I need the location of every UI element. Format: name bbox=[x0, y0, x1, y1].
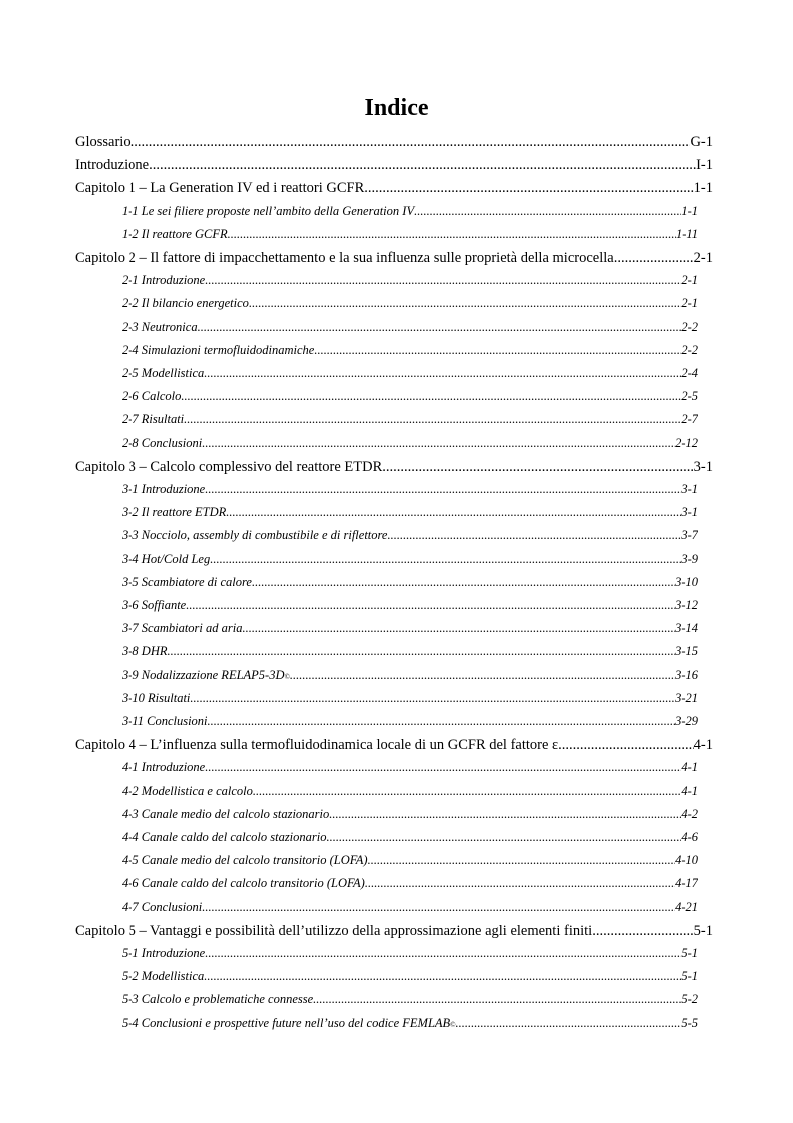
dot-leader bbox=[290, 667, 675, 683]
toc-page-number: 5-2 bbox=[681, 992, 698, 1007]
toc-section-entry: 3-9 Nodalizzazione RELAP5-3D © ..... 3-16 bbox=[122, 667, 698, 683]
toc-entry-title: 3-11 Conclusioni bbox=[122, 714, 208, 728]
toc-section-entry bbox=[122, 806, 698, 822]
dot-leader bbox=[184, 411, 681, 427]
dot-leader bbox=[204, 968, 681, 984]
toc-chapter-entry bbox=[75, 133, 713, 151]
toc-page-number: 3-9 bbox=[681, 551, 698, 566]
toc-section-entry bbox=[122, 481, 698, 497]
toc-entry-title: 2-8 Conclusioni bbox=[122, 435, 203, 450]
toc-page-number: 3-15 bbox=[675, 644, 698, 659]
toc-page-number: 4-6 bbox=[681, 830, 698, 844]
toc-section-entry bbox=[122, 295, 698, 311]
dot-leader bbox=[167, 643, 675, 659]
toc-entry-title: 2-4 Simulazioni termofluidodinamiche bbox=[122, 342, 315, 357]
toc-section-entry bbox=[122, 203, 698, 219]
toc-entry-title: 3-10 Risultati bbox=[122, 690, 191, 705]
toc-section-entry bbox=[122, 411, 698, 427]
dot-leader bbox=[190, 690, 675, 706]
toc-page-number: 3-1 bbox=[681, 505, 698, 520]
toc-page-number: 4-1 bbox=[693, 737, 713, 754]
toc-entry-title: Capitolo 2 – Il fattore di impacchettamento e la sua influenza sulle proprietà della microcella bbox=[75, 250, 614, 266]
toc-page-number: 3-14 bbox=[675, 621, 698, 636]
toc-section-entry bbox=[122, 551, 698, 567]
dot-leader bbox=[226, 504, 681, 520]
toc-page-number: 2-12 bbox=[675, 435, 698, 450]
toc-section-entry bbox=[122, 829, 698, 845]
toc-entry-title: 2-1 Introduzione bbox=[122, 273, 206, 288]
toc-page-number: 3-7 bbox=[681, 528, 698, 543]
dot-leader bbox=[210, 551, 681, 567]
dot-leader bbox=[181, 388, 681, 404]
dot-leader bbox=[558, 736, 694, 754]
toc-section-entry bbox=[122, 968, 698, 984]
dot-leader bbox=[382, 458, 693, 476]
toc-entry-title: 3-5 Scambiatore di calore bbox=[122, 574, 252, 589]
toc-section-entry bbox=[122, 319, 698, 335]
toc-entry-title: 5-4 Conclusioni e prospettive future nell’uso del codice FEMLAB bbox=[122, 1015, 451, 1030]
dot-leader bbox=[198, 319, 682, 335]
toc-section-entry bbox=[122, 783, 698, 799]
toc-entry-title: 4-3 Canale medio del calcolo stazionario bbox=[122, 806, 330, 821]
dot-leader bbox=[202, 435, 675, 451]
toc-page-number: 1-11 bbox=[676, 226, 698, 241]
toc-page-number: 2-4 bbox=[681, 366, 698, 380]
dot-leader bbox=[327, 829, 682, 845]
toc-entry-title: Capitolo 5 – Vantaggi e possibilità dell’utilizzo della approssimazione agli elementi finiti bbox=[75, 922, 593, 939]
dot-leader bbox=[314, 342, 681, 358]
toc-chapter-entry bbox=[75, 156, 713, 174]
dot-leader bbox=[368, 852, 675, 868]
toc-section-entry bbox=[122, 597, 698, 613]
dot-leader bbox=[205, 945, 681, 961]
toc-entry-title: 4-2 Modellistica e calcolo bbox=[122, 783, 253, 798]
toc-chapter-entry bbox=[75, 736, 713, 754]
toc-page-number: 2-7 bbox=[681, 412, 698, 427]
dot-leader bbox=[414, 203, 681, 219]
toc-page-number: 4-1 bbox=[681, 783, 698, 798]
toc-entry-title: 3-8 DHR bbox=[122, 644, 168, 659]
toc-entry-title: Capitolo 4 – L’influenza sulla termofluidodinamica locale di un GCFR del fattore ε bbox=[75, 737, 559, 754]
dot-leader bbox=[242, 620, 675, 636]
toc-entry-title: 3-6 Soffiante bbox=[122, 598, 187, 612]
toc-entry-title: 3-7 Scambiatori ad aria bbox=[122, 621, 243, 636]
toc-entry-title: 4-6 Canale caldo del calcolo transitorio (LOFA) bbox=[122, 876, 365, 891]
toc-page-number: 2-1 bbox=[693, 250, 713, 266]
dot-leader bbox=[249, 295, 681, 311]
toc-page-number: 4-21 bbox=[675, 899, 698, 914]
dot-leader bbox=[205, 759, 681, 775]
toc-page-number: 5-1 bbox=[681, 969, 698, 984]
toc-entry-title: 5-3 Calcolo e problematiche connesse bbox=[122, 992, 314, 1007]
toc-chapter-entry bbox=[75, 922, 713, 940]
dot-leader bbox=[614, 249, 694, 267]
toc-entry-title: 2-3 Neutronica bbox=[122, 319, 198, 334]
toc-entry-title: 4-5 Canale medio del calcolo transitorio (LOFA) bbox=[122, 853, 368, 868]
toc-section-entry: 5-4 Conclusioni e prospettive future nell’uso del codice FEMLAB © ..... 5-5 bbox=[122, 1015, 698, 1031]
toc-page-number: 5-1 bbox=[681, 946, 698, 960]
toc-section-entry bbox=[122, 435, 698, 451]
toc-section-entry bbox=[122, 620, 698, 636]
toc-entry-title: 3-2 Il reattore ETDR bbox=[122, 505, 227, 520]
dot-leader bbox=[202, 899, 675, 915]
toc-section-entry bbox=[122, 899, 698, 915]
toc-entry-title: Capitolo 3 – Calcolo complessivo del reattore ETDR bbox=[75, 458, 383, 475]
toc-page-number: 2-2 bbox=[681, 319, 698, 334]
toc-entry-title: 4-4 Canale caldo del calcolo stazionario bbox=[122, 830, 327, 844]
toc-page-number: 3-29 bbox=[675, 714, 698, 728]
toc-section-entry bbox=[122, 574, 698, 590]
dot-leader bbox=[149, 156, 696, 174]
toc-page-number: 2-1 bbox=[681, 273, 698, 288]
toc-entry-title: 3-9 Nodalizzazione RELAP5-3D bbox=[122, 667, 285, 682]
dot-leader bbox=[387, 527, 681, 543]
toc-page-number: 2-1 bbox=[681, 296, 698, 311]
toc-entry-title: Capitolo 1 – La Generation IV ed i reattori GCFR bbox=[75, 180, 365, 197]
toc-entry-title: 5-2 Modellistica bbox=[122, 969, 205, 984]
dot-leader bbox=[205, 272, 681, 288]
toc-section-entry bbox=[122, 527, 698, 543]
toc-section-entry bbox=[122, 759, 698, 775]
toc-section-entry bbox=[122, 272, 698, 288]
dot-leader bbox=[329, 806, 681, 822]
toc-chapter-entry bbox=[75, 249, 713, 267]
toc-chapter-entry bbox=[75, 458, 713, 476]
toc-page-number: 3-21 bbox=[675, 690, 698, 705]
toc-entry-title: 2-5 Modellistica bbox=[122, 366, 205, 380]
dot-leader bbox=[186, 597, 675, 613]
dot-leader bbox=[364, 179, 693, 197]
toc-page-number: 2-5 bbox=[681, 389, 698, 404]
toc-page-number: I-1 bbox=[696, 157, 713, 174]
toc-page-number: 4-2 bbox=[681, 806, 698, 821]
dot-leader bbox=[208, 713, 676, 729]
toc-entry-title: 2-7 Risultati bbox=[122, 412, 185, 427]
toc-page-number: 5-5 bbox=[681, 1015, 698, 1030]
dot-leader bbox=[592, 922, 693, 940]
dot-leader bbox=[253, 783, 681, 799]
toc-section-entry bbox=[122, 643, 698, 659]
toc-page-number: G-1 bbox=[690, 134, 713, 150]
toc-page-number: 4-17 bbox=[675, 876, 698, 891]
toc-entry-title: 2-6 Calcolo bbox=[122, 389, 182, 404]
toc-page-number: 2-2 bbox=[681, 342, 698, 357]
toc-entry-title: 2-2 Il bilancio energetico bbox=[122, 296, 249, 311]
toc-section-entry bbox=[122, 690, 698, 706]
toc-section-entry bbox=[122, 991, 698, 1007]
toc-entry-title: 5-1 Introduzione bbox=[122, 946, 206, 960]
toc-section-entry bbox=[122, 852, 698, 868]
dot-leader bbox=[228, 226, 676, 242]
toc-entry-title: 1-1 Le sei filiere proposte nell’ambito della Generation IV bbox=[122, 203, 415, 218]
toc-entry-title: 3-1 Introduzione bbox=[122, 482, 206, 496]
toc-page-number: 5-1 bbox=[693, 922, 713, 939]
toc-section-entry bbox=[122, 342, 698, 358]
toc-page-number: 3-1 bbox=[693, 458, 713, 475]
toc-page-number: 3-1 bbox=[681, 482, 698, 496]
toc-page-number: 3-10 bbox=[675, 574, 698, 589]
toc-chapter-entry bbox=[75, 179, 713, 197]
dot-leader bbox=[131, 133, 691, 151]
toc-section-entry bbox=[122, 388, 698, 404]
toc-section-entry bbox=[122, 713, 698, 729]
toc-page-number: 1-1 bbox=[693, 180, 713, 197]
dot-leader bbox=[205, 481, 681, 497]
toc-entry-title: Glossario bbox=[75, 134, 131, 150]
toc-entry-title: 3-3 Nocciolo, assembly di combustibile e di riflettore bbox=[122, 528, 388, 543]
page-title: Indice bbox=[364, 95, 429, 121]
toc-page-number: 4-10 bbox=[675, 853, 698, 868]
toc-section-entry bbox=[122, 504, 698, 520]
toc-entry-title: 3-4 Hot/Cold Leg bbox=[122, 551, 211, 566]
toc-section-entry bbox=[122, 226, 698, 242]
dot-leader bbox=[313, 991, 681, 1007]
toc-page-number: 4-1 bbox=[681, 760, 698, 775]
toc-section-entry bbox=[122, 365, 698, 381]
dot-leader bbox=[252, 574, 675, 590]
toc-entry-title: 4-1 Introduzione bbox=[122, 760, 206, 775]
toc-entry-title: 4-7 Conclusioni bbox=[122, 899, 203, 914]
dot-leader bbox=[456, 1015, 682, 1031]
toc-page-number: 3-12 bbox=[675, 598, 698, 612]
dot-leader bbox=[365, 875, 675, 891]
toc-section-entry bbox=[122, 945, 698, 961]
toc-entry-title: Introduzione bbox=[75, 157, 150, 174]
toc-page-number: 3-16 bbox=[675, 667, 698, 682]
toc-section-entry bbox=[122, 875, 698, 891]
toc-entry-title: 1-2 Il reattore GCFR bbox=[122, 226, 228, 241]
toc-page-number: 1-1 bbox=[681, 203, 698, 218]
dot-leader bbox=[204, 365, 681, 381]
